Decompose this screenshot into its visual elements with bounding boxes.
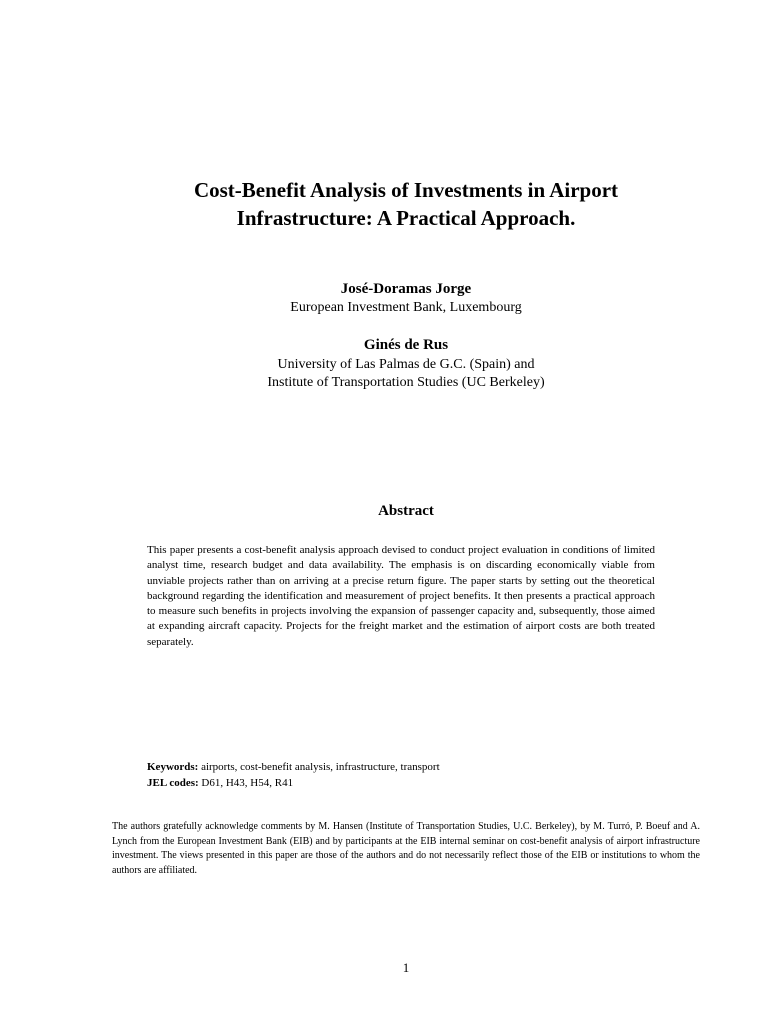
paper-title: [100, 176, 712, 232]
author-1-affiliation: European Investment Bank, Luxembourg: [290, 300, 522, 315]
author-2-name: Ginés de Rus: [363, 337, 449, 353]
jel-codes-line: [147, 776, 667, 791]
page-number: 1: [402, 960, 410, 975]
keywords-label: Keywords:: [147, 761, 199, 773]
acknowledgement-footnote: The authors gratefully acknowledge comments by M. Hansen (Institute of Transportation Studies, U.C. Berkeley), by M. Turró, P. Boeuf and A. Lynch from the European Investment Bank (EIB) and by participants at the EIB internal seminar on cost-benefit analysis of airport infrastructure investment. The views presented in this paper are those of the authors and do not necessarily reflect those of the EIB or institutions to whom the authors are affiliated.: [112, 821, 700, 876]
jel-codes-value: D61, H43, H54, R41: [201, 777, 294, 789]
author-2-affiliation-line-2: Institute of Transportation Studies (UC Berkeley): [267, 375, 545, 390]
keywords-value: airports, cost-benefit analysis, infrastructure, transport: [201, 761, 440, 773]
author-2-affiliation-line-1: University of Las Palmas de G.C. (Spain) and: [277, 357, 535, 372]
author-1-name: José-Doramas Jorge: [340, 281, 472, 297]
keywords-line: [147, 760, 667, 775]
jel-codes-label: JEL codes:: [147, 777, 199, 789]
title-line-1: Cost-Benefit Analysis of Investments in Airport: [193, 178, 619, 202]
abstract-heading: Abstract: [378, 503, 434, 519]
abstract-text: This paper presents a cost-benefit analysis approach devised to conduct project evaluation in conditions of limited analyst time, research budget and data availability. The emphasis is on discarding economically viable from unviable projects rather than on arriving at a precise return figure. The paper starts by setting out the theoretical background regarding the identification and measurement of project benefits. It then presents a practical approach to measure such benefits in projects involving the expansion of passenger capacity and, subsequently, those aimed at expanding aircraft capacity. Projects for the freight market and the estimation of airport costs are both treated separately.: [147, 544, 655, 648]
title-line-2: Infrastructure: A Practical Approach.: [236, 206, 576, 230]
